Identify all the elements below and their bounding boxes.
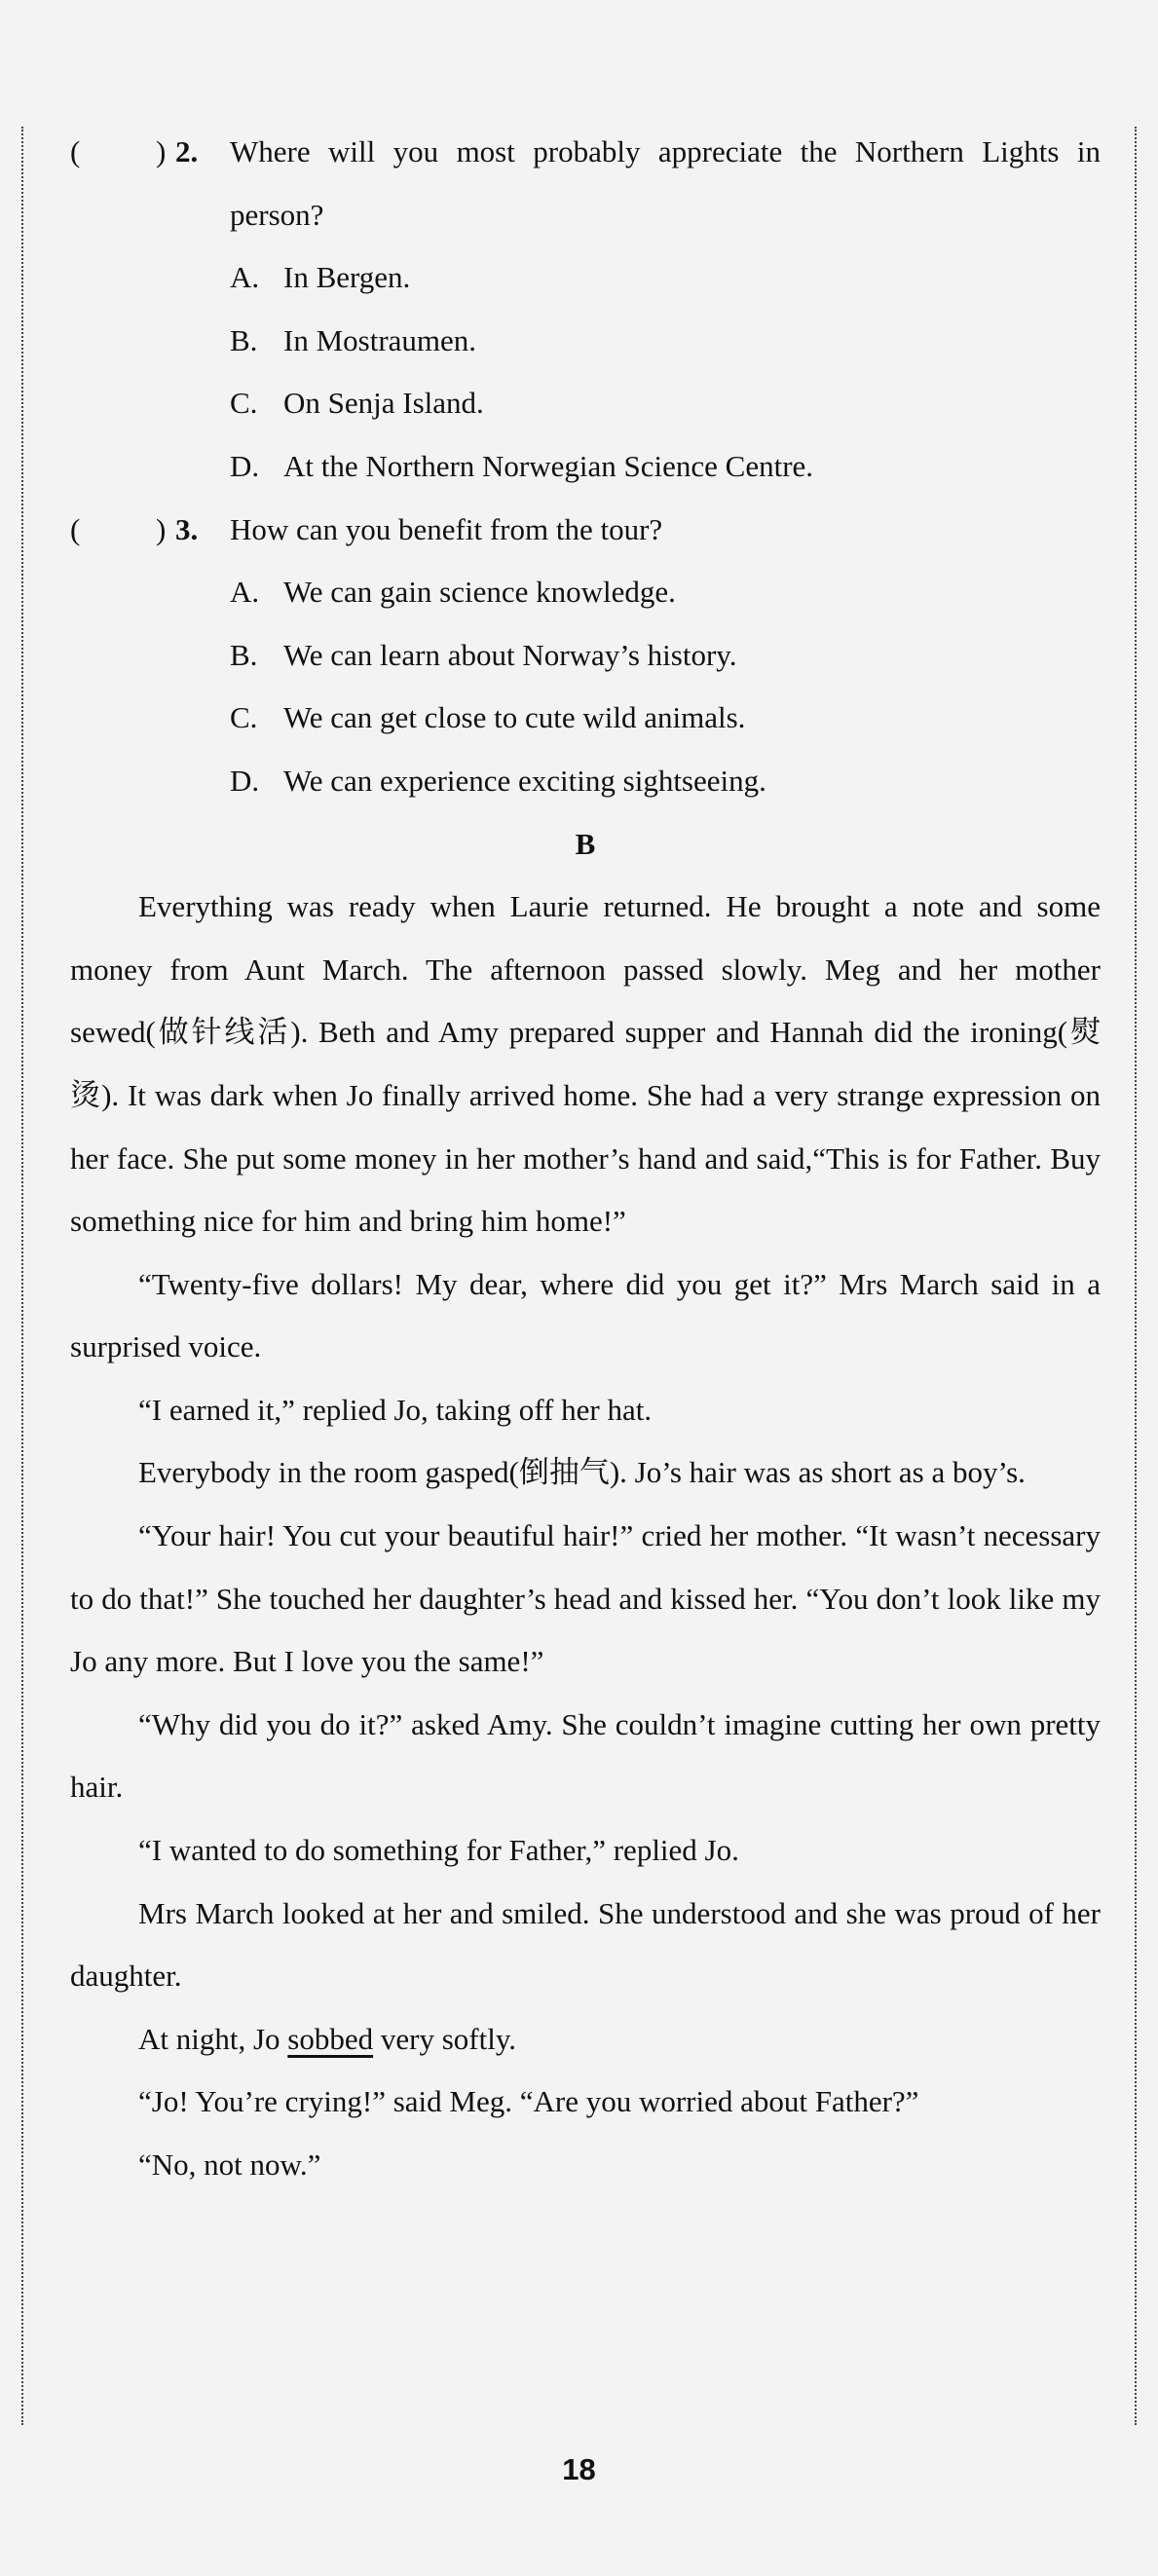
section-heading: B — [575, 826, 596, 861]
left-margin-dotted-line — [21, 127, 23, 2425]
question-3: ( ) 3. How can you benefit from the tour? A. We can gain science knowledge. B. We can learn about Norway’s history. C. We can get close to cute wild animals. D. We can experience exciting sightseeing. — [70, 499, 1101, 813]
option-a: A. In Bergen. — [230, 260, 411, 295]
question-number: 2. — [175, 134, 199, 168]
paragraph: Everything was ready when Laurie returned. He brought a note and some money from Aunt March. The afternoon passed slowly. Meg and her mother sewed(做针线活). Beth and Amy prepared supper and Hannah did the ironing(熨烫). It was dark when Jo finally arrived home. She had a very strange expression on her face. She put some money in her mother’s hand and said,“This is for Father. Buy something nice for him and bring him home!” — [70, 889, 1101, 1239]
option-c: C. We can get close to cute wild animals. — [230, 700, 746, 735]
underlined-word: sobbed — [287, 2021, 374, 2056]
paragraph: Everybody in the room gasped(倒抽气). Jo’s hair was as short as a boy’s. — [138, 1455, 1026, 1490]
paragraph: Mrs March looked at her and smiled. She understood and she was proud of her daughter. — [70, 1895, 1101, 1994]
option-b: B. In Mostraumen. — [230, 322, 477, 357]
paragraph: “No, not now.” — [138, 2147, 321, 2182]
option-d: D. We can experience exciting sightseeing. — [230, 763, 766, 798]
paragraph: “I wanted to do something for Father,” replied Jo. — [138, 1833, 739, 1868]
option-a: A. We can gain science knowledge. — [230, 575, 676, 610]
question-text: Where will you most probably appreciate the Northern Lights in person? — [230, 134, 1101, 232]
paragraph: “Your hair! You cut your beautiful hair!” cried her mother. “It wasn’t necessary to do that!” She touched her daughter’s head and kissed her. “You don’t look like my Jo any more. But I love you the same!” — [70, 1518, 1101, 1679]
page-number: 18 — [562, 2452, 596, 2486]
option-d: D. At the Northern Norwegian Science Centre. — [230, 448, 814, 483]
right-margin-dotted-line — [1135, 127, 1137, 2425]
question-2: ( ) 2. Where will you most probably appreciate the Northern Lights in person? A. In Bergen. B. In Mostraumen. C. On Senja Island. D. At the Northern Norwegian Science Centre. — [70, 121, 1101, 499]
option-b: B. We can learn about Norway’s history. — [230, 637, 737, 672]
paragraph: “Jo! You’re crying!” said Meg. “Are you worried about Father?” — [138, 2084, 919, 2119]
option-c: C. On Senja Island. — [230, 386, 484, 421]
question-text: How can you benefit from the tour? — [230, 511, 663, 546]
paragraph: “I earned it,” replied Jo, taking off her hat. — [138, 1392, 653, 1427]
question-number: 3. — [175, 511, 199, 546]
paragraph: “Twenty-five dollars! My dear, where did you get it?” Mrs March said in a surprised voice. — [70, 1266, 1101, 1364]
paragraph: “Why did you do it?” asked Amy. She couldn’t imagine cutting her own pretty hair. — [70, 1706, 1101, 1805]
page-content — [70, 121, 1101, 2197]
paragraph: At night, Jo sobbed very softly. — [138, 2021, 517, 2056]
